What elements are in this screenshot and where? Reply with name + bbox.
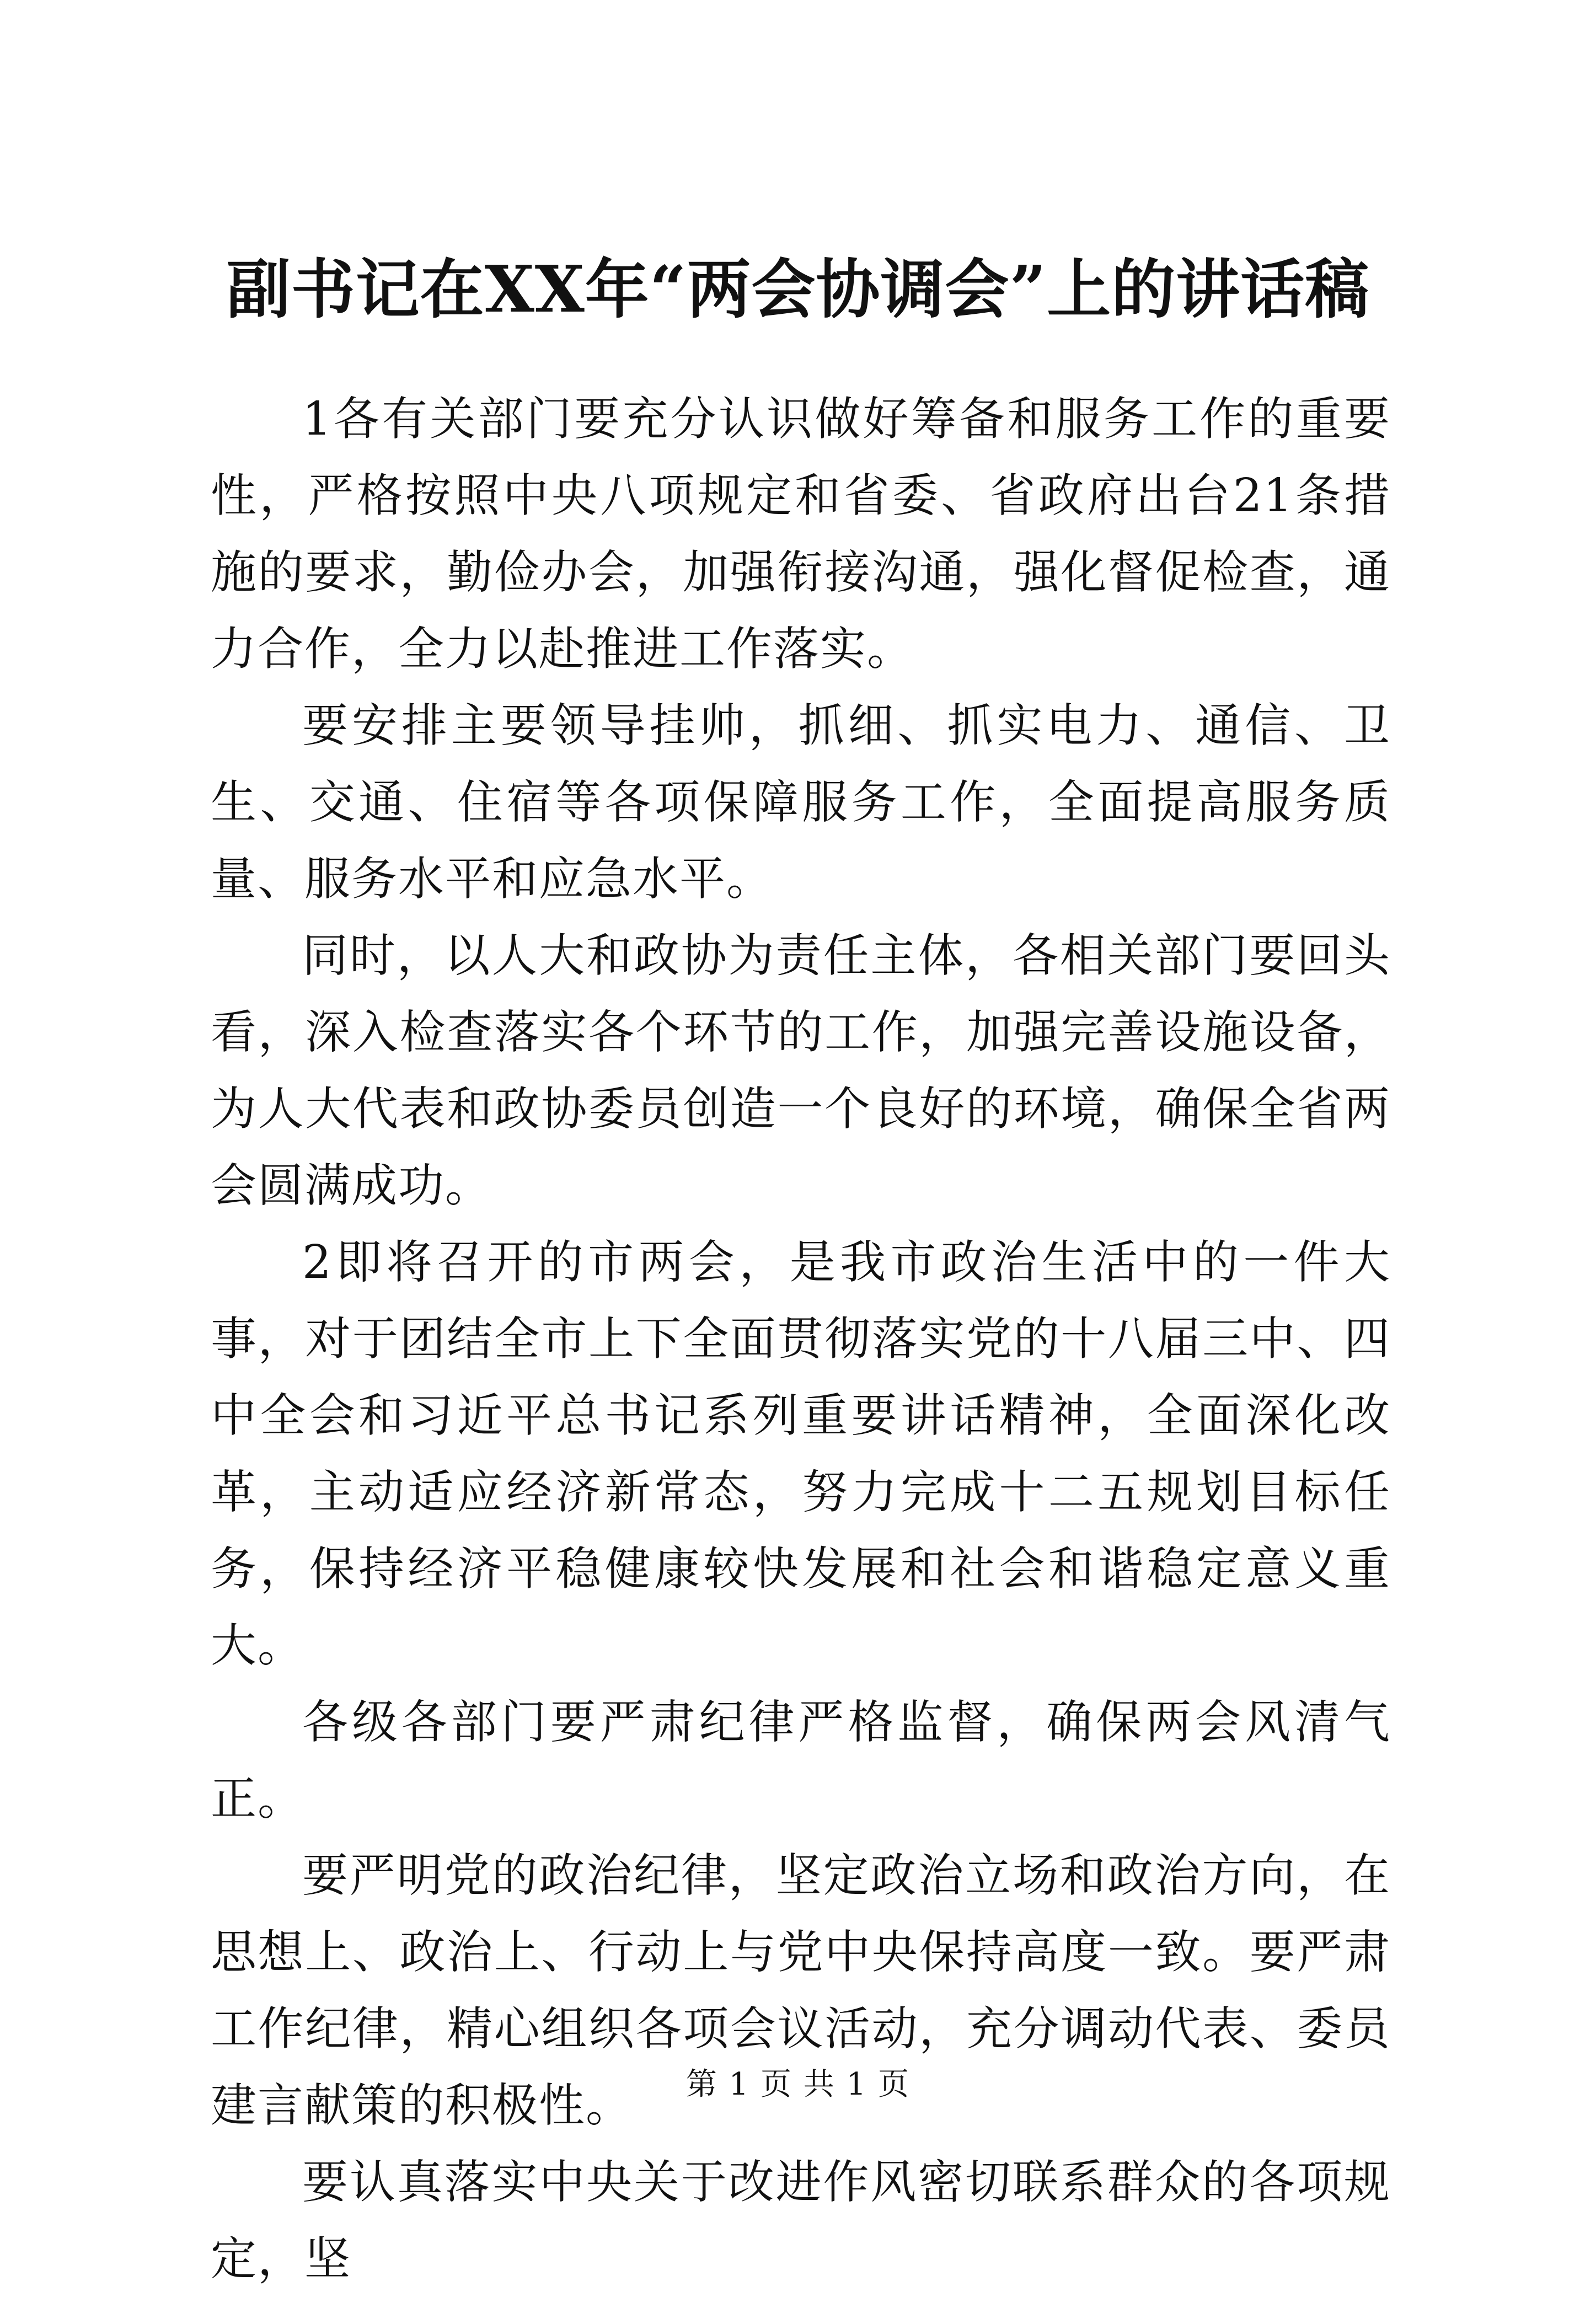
paragraph-6: 要严明党的政治纪律，坚定政治立场和政治方向，在思想上、政治上、行动上与党中央保持高度一致。要严肃工作纪律，精心组织各项会议活动，充分调动代表、委员建言献策的积极性。 [211, 1849, 1391, 2132]
document-title: 副书记在XX年“两会协调会”上的讲话稿 [226, 252, 1370, 327]
paragraph-1: 1各有关部门要充分认识做好筹备和服务工作的重要性，严格按照中央八项规定和省委、省政府出台21条措施的要求，勤俭办会，加强衔接沟通，强化督促检查，通力合作，全力以赴推进工作落实。 [211, 392, 1391, 676]
paragraph-4: 2即将召开的市两会，是我市政治生活中的一件大事，对于团结全市上下全面贯彻落实党的十八届三中、四中全会和习近平总书记系列重要讲话精神，全面深化改革，主动适应经济新常态，努力完成十二五规划目标任务，保持经济平稳健康较快发展和社会和谐稳定意义重大。 [211, 1235, 1391, 1672]
page-footer: 第 1 页 共 1 页 [685, 2066, 911, 2102]
paragraph-5: 各级各部门要严肃纪律严格监督，确保两会风清气正。 [211, 1695, 1391, 1825]
paragraph-3: 同时，以人大和政协为责任主体，各相关部门要回头看，深入检查落实各个环节的工作，加强完善设施设备，为人大代表和政协委员创造一个良好的环境，确保全省两会圆满成功。 [211, 929, 1391, 1212]
paragraph-7: 要认真落实中央关于改进作风密切联系群众的各项规定，坚 [211, 2155, 1391, 2285]
document-body [211, 381, 1391, 2297]
paragraph-2: 要安排主要领导挂帅，抓细、抓实电力、通信、卫生、交通、住宿等各项保障服务工作，全面提高服务质量、服务水平和应急水平。 [211, 699, 1391, 906]
